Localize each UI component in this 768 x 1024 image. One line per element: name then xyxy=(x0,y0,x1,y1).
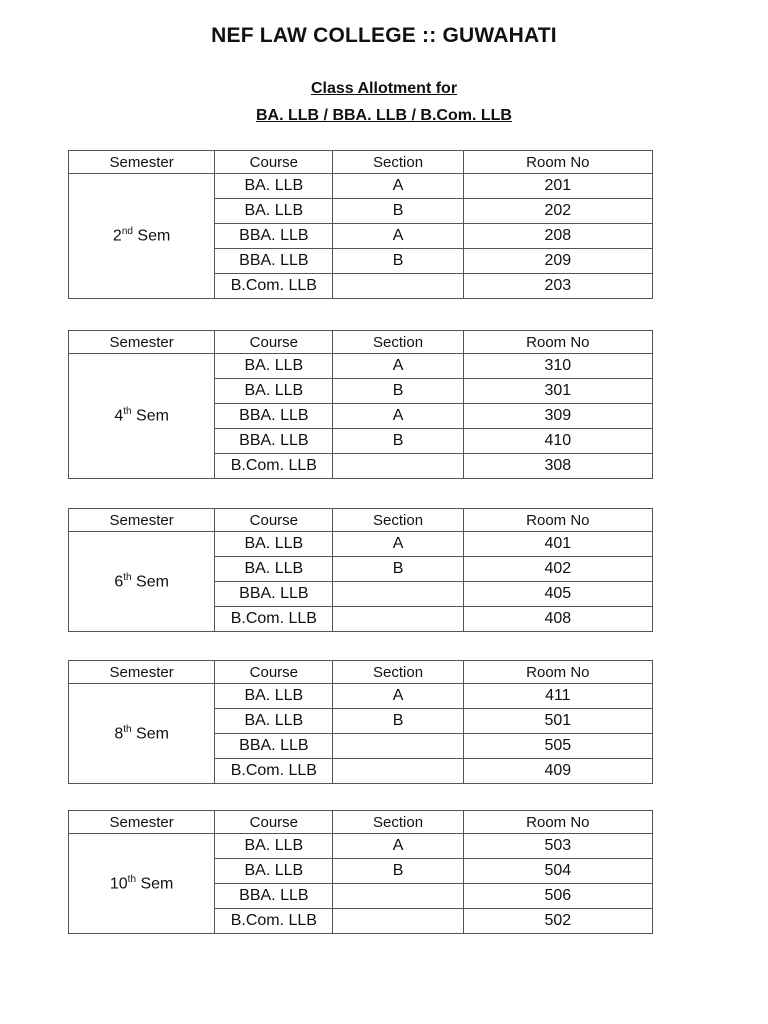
course-cell: B.Com. LLB xyxy=(215,909,333,934)
room-cell: 209 xyxy=(463,249,652,274)
section-cell: B xyxy=(333,249,463,274)
section-cell: A xyxy=(333,684,463,709)
table-row xyxy=(69,684,653,709)
semester-ordinal-suffix: th xyxy=(123,406,132,418)
course-cell: B.Com. LLB xyxy=(215,454,333,479)
semester-label xyxy=(69,354,215,479)
room-cell: 506 xyxy=(463,884,652,909)
course-cell: BA. LLB xyxy=(215,174,333,199)
course-column-header: Course xyxy=(215,331,333,354)
section-column-header: Section xyxy=(333,151,463,174)
room-cell: 401 xyxy=(463,532,652,557)
semester-word: Sem xyxy=(137,227,171,245)
semester-column-header: Semester xyxy=(69,811,215,834)
table-header-row xyxy=(69,151,653,174)
semester-label xyxy=(69,174,215,299)
room-cell: 308 xyxy=(463,454,652,479)
course-cell: BA. LLB xyxy=(215,834,333,859)
semester-column-header: Semester xyxy=(69,509,215,532)
room-cell: 410 xyxy=(463,429,652,454)
section-cell: B xyxy=(333,199,463,224)
section-cell xyxy=(333,582,463,607)
semester-number: 6 xyxy=(114,573,124,591)
room-cell: 501 xyxy=(463,709,652,734)
section-cell: A xyxy=(333,224,463,249)
section-cell: B xyxy=(333,859,463,884)
section-cell: B xyxy=(333,379,463,404)
semester-number: 2 xyxy=(112,227,122,245)
table-header-row xyxy=(69,509,653,532)
section-column-header: Section xyxy=(333,811,463,834)
course-cell: BBA. LLB xyxy=(215,734,333,759)
room-cell: 203 xyxy=(463,274,652,299)
course-cell: BBA. LLB xyxy=(215,582,333,607)
course-cell: B.Com. LLB xyxy=(215,759,333,784)
course-cell: B.Com. LLB xyxy=(215,274,333,299)
semester-ordinal-suffix: th xyxy=(123,571,132,583)
course-cell: B.Com. LLB xyxy=(215,607,333,632)
room-cell: 301 xyxy=(463,379,652,404)
document-title: NEF LAW COLLEGE :: GUWAHATI xyxy=(211,24,557,47)
room-cell: 405 xyxy=(463,582,652,607)
semester-ordinal-suffix: th xyxy=(123,723,132,735)
section-column-header: Section xyxy=(333,661,463,684)
room-cell: 503 xyxy=(463,834,652,859)
semester-table xyxy=(68,508,653,632)
course-column-header: Course xyxy=(215,661,333,684)
course-cell: BA. LLB xyxy=(215,199,333,224)
semester-number: 4 xyxy=(114,407,124,425)
semester-column-header: Semester xyxy=(69,331,215,354)
room-cell: 408 xyxy=(463,607,652,632)
course-cell: BA. LLB xyxy=(215,379,333,404)
course-column-header: Course xyxy=(215,509,333,532)
semester-number: 10 xyxy=(109,875,128,893)
table-row xyxy=(69,354,653,379)
room-cell: 201 xyxy=(463,174,652,199)
course-cell: BA. LLB xyxy=(215,532,333,557)
room-cell: 202 xyxy=(463,199,652,224)
course-cell: BBA. LLB xyxy=(215,429,333,454)
semester-column-header: Semester xyxy=(69,661,215,684)
section-cell xyxy=(333,909,463,934)
room-cell: 504 xyxy=(463,859,652,884)
semester-table xyxy=(68,660,653,784)
semester-word: Sem xyxy=(136,407,169,425)
semester-word: Sem xyxy=(140,875,174,893)
course-cell: BA. LLB xyxy=(215,709,333,734)
room-cell: 409 xyxy=(463,759,652,784)
semester-table xyxy=(68,150,653,299)
table-header-row xyxy=(69,331,653,354)
table-row xyxy=(69,532,653,557)
course-cell: BBA. LLB xyxy=(215,884,333,909)
semester-label xyxy=(69,532,215,632)
section-cell: B xyxy=(333,429,463,454)
table-header-row xyxy=(69,661,653,684)
course-cell: BBA. LLB xyxy=(215,404,333,429)
semester-table xyxy=(68,810,653,934)
document-subtitle: Class Allotment for xyxy=(310,80,458,97)
course-cell: BBA. LLB xyxy=(215,249,333,274)
section-cell: A xyxy=(333,174,463,199)
section-cell xyxy=(333,454,463,479)
table-header-row xyxy=(69,811,653,834)
course-list-subtitle: BA. LLB / BBA. LLB / B.Com. LLB xyxy=(256,107,512,124)
semester-table xyxy=(68,330,653,479)
section-cell: A xyxy=(333,532,463,557)
section-cell xyxy=(333,884,463,909)
room-column-header: Room No xyxy=(463,331,652,354)
section-cell xyxy=(333,274,463,299)
room-cell: 502 xyxy=(463,909,652,934)
section-cell: A xyxy=(333,354,463,379)
section-cell xyxy=(333,734,463,759)
semester-column-header: Semester xyxy=(69,151,215,174)
course-cell: BA. LLB xyxy=(215,859,333,884)
section-cell: A xyxy=(333,834,463,859)
section-cell: B xyxy=(333,557,463,582)
semester-label xyxy=(69,684,215,784)
room-cell: 310 xyxy=(463,354,652,379)
course-column-header: Course xyxy=(215,151,333,174)
section-cell xyxy=(333,759,463,784)
table-row xyxy=(69,174,653,199)
room-cell: 402 xyxy=(463,557,652,582)
course-cell: BA. LLB xyxy=(215,557,333,582)
section-column-header: Section xyxy=(333,331,463,354)
semester-ordinal-suffix: th xyxy=(127,873,137,885)
room-cell: 208 xyxy=(463,224,652,249)
semester-number: 8 xyxy=(114,725,124,743)
room-cell: 505 xyxy=(463,734,652,759)
semester-label xyxy=(69,834,215,934)
course-cell: BBA. LLB xyxy=(215,224,333,249)
semester-ordinal-suffix: nd xyxy=(121,226,133,238)
section-column-header: Section xyxy=(333,509,463,532)
semester-word: Sem xyxy=(136,573,169,591)
course-cell: BA. LLB xyxy=(215,354,333,379)
section-cell: A xyxy=(333,404,463,429)
table-row xyxy=(69,834,653,859)
room-column-header: Room No xyxy=(463,661,652,684)
course-cell: BA. LLB xyxy=(215,684,333,709)
room-column-header: Room No xyxy=(463,151,652,174)
semester-word: Sem xyxy=(136,725,169,743)
room-cell: 309 xyxy=(463,404,652,429)
room-cell: 411 xyxy=(463,684,652,709)
room-column-header: Room No xyxy=(463,811,652,834)
section-cell xyxy=(333,607,463,632)
room-column-header: Room No xyxy=(463,509,652,532)
section-cell: B xyxy=(333,709,463,734)
course-column-header: Course xyxy=(215,811,333,834)
